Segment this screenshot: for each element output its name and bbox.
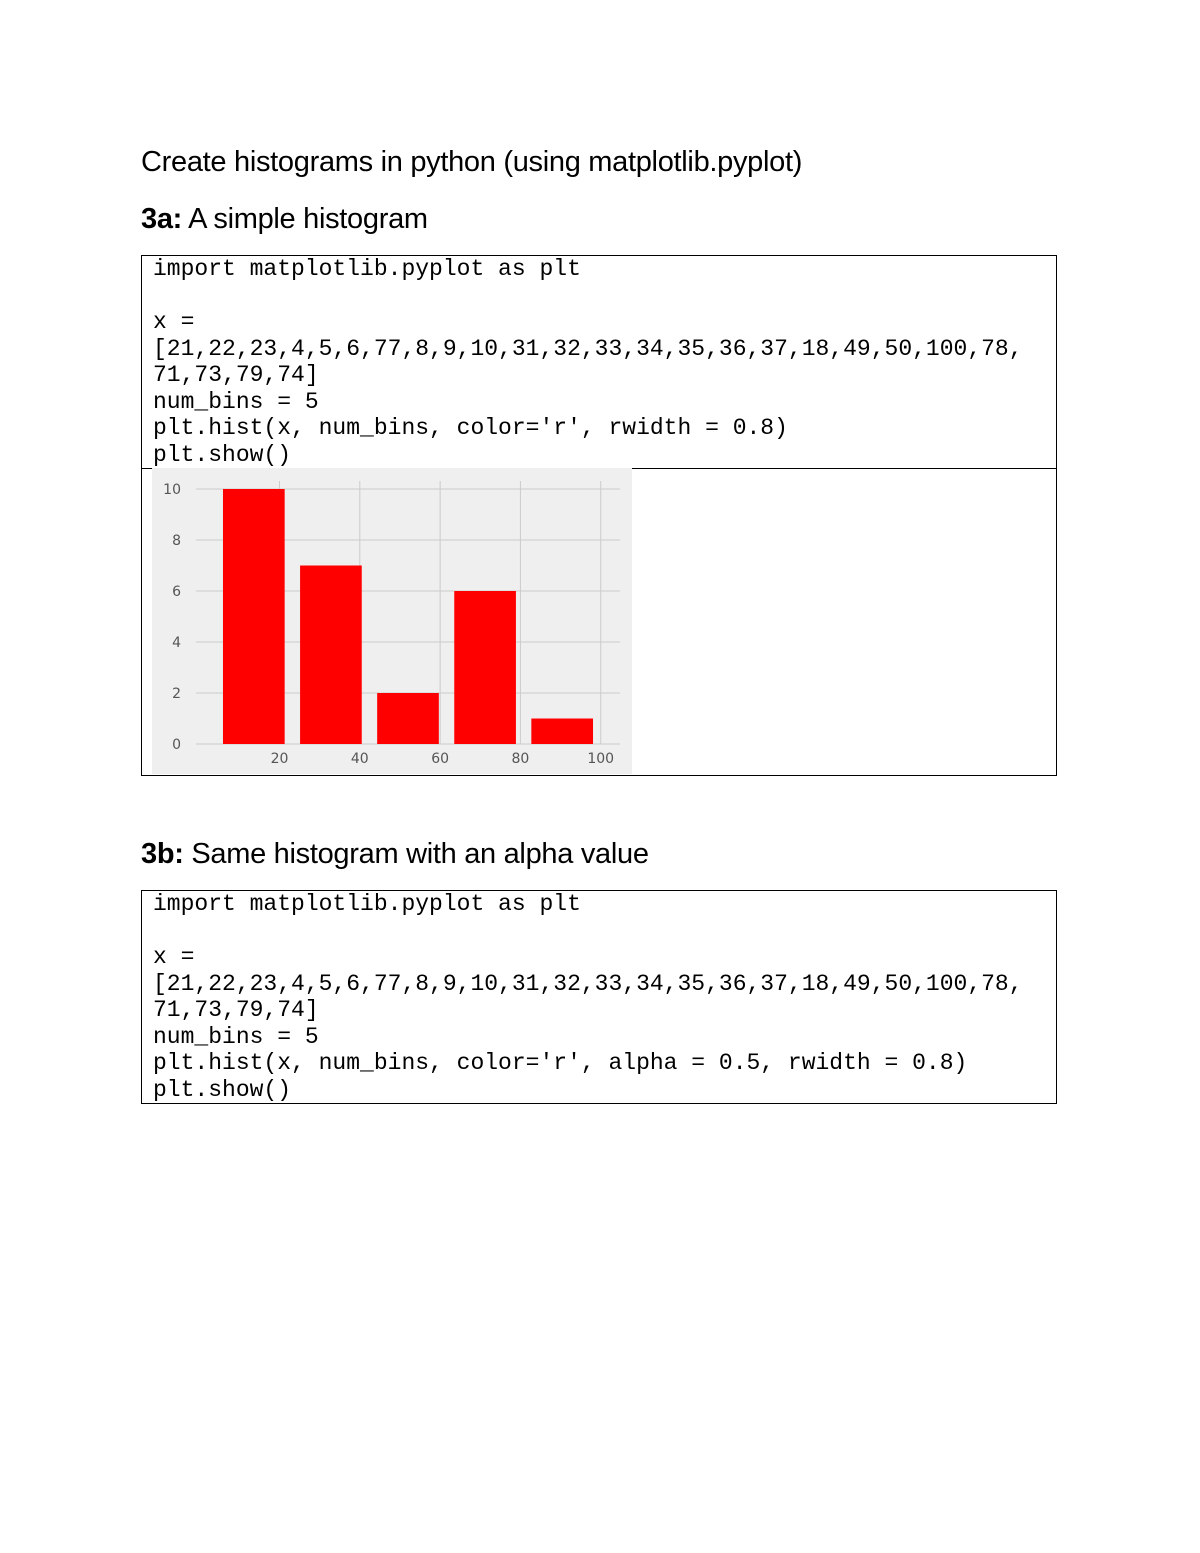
y-tick-label: 8 (172, 533, 181, 549)
x-tick-label: 100 (587, 751, 615, 767)
section-heading-3b (141, 834, 649, 874)
x-tick-label: 20 (270, 751, 289, 767)
code-block-3b (142, 891, 1056, 1103)
code-line: plt.hist(x, num_bins, color='r', rwidth = 0.8) (153, 415, 788, 441)
code-line: plt.show() (153, 441, 292, 468)
code-block-3a (142, 256, 1056, 468)
section-title-3a: A simple histogram (182, 203, 428, 235)
code-line: [21,22,23,4,5,6,77,8,9,10,31,32,33,34,35,36,37,18,49,50,100,78, (153, 970, 1023, 997)
code-line: num_bins = 5 (153, 1023, 319, 1050)
histogram-bar (223, 489, 285, 744)
code-cell-3a (141, 255, 1057, 776)
histogram-bar (454, 591, 516, 744)
section-label-3b: 3b: (141, 838, 184, 870)
code-cell-3b (141, 890, 1057, 1104)
histogram-svg (152, 468, 632, 774)
code-line (153, 283, 1048, 310)
y-tick-label: 0 (172, 737, 181, 753)
histogram-bar (531, 719, 593, 745)
section-label-3a: 3a: (141, 203, 183, 235)
histogram-chart (152, 468, 632, 774)
y-tick-label: 6 (172, 584, 181, 600)
x-tick-label: 80 (511, 751, 530, 767)
code-line: 71,73,79,74] (153, 997, 319, 1023)
code-line: x = (153, 944, 195, 970)
code-line: [21,22,23,4,5,6,77,8,9,10,31,32,33,34,35,36,37,18,49,50,100,78, (153, 335, 1023, 362)
section-title-3b: Same histogram with an alpha value (183, 838, 649, 870)
page-title: Create histograms in python (using matplotlib.pyplot) (141, 146, 803, 178)
histogram-bar (377, 693, 439, 744)
y-tick-label: 4 (172, 635, 181, 651)
x-tick-label: 60 (431, 751, 450, 767)
code-line: num_bins = 5 (153, 388, 319, 415)
code-line: import matplotlib.pyplot as plt (153, 256, 581, 282)
code-line: plt.show() (153, 1076, 292, 1103)
x-tick-label: 40 (350, 751, 369, 767)
y-tick-label: 10 (163, 482, 181, 498)
histogram-bar (300, 566, 362, 745)
code-line: import matplotlib.pyplot as plt (153, 891, 581, 917)
code-line: plt.hist(x, num_bins, color='r', alpha = 0.5, rwidth = 0.8) (153, 1050, 968, 1076)
code-line (153, 918, 1048, 945)
y-tick-label: 2 (172, 686, 181, 702)
code-line: 71,73,79,74] (153, 362, 319, 388)
section-heading-3a (141, 199, 428, 239)
code-line: x = (153, 309, 195, 335)
